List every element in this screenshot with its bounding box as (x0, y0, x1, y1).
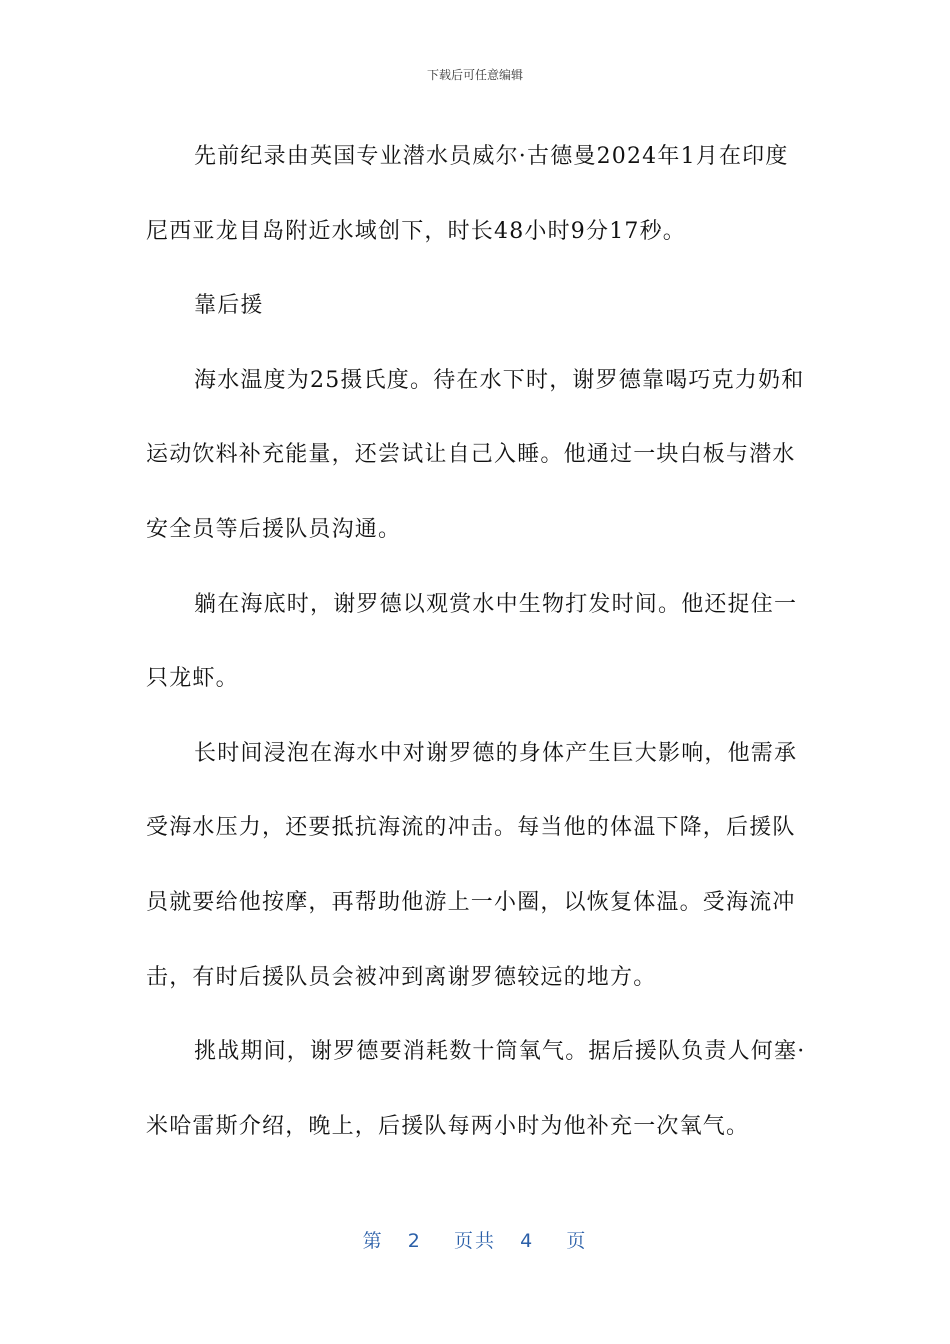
footer-suffix: 页 (566, 1230, 588, 1252)
page-header: 下载后可任意编辑 (426, 68, 523, 82)
paragraph: 躺在海底时，谢罗德以观赏水中生物打发时间。他还捉住一只龙虾。 (146, 591, 798, 692)
section-heading: 靠后援 (194, 293, 264, 319)
footer-page-number: 2 (407, 1230, 422, 1252)
page-footer (0, 1226, 950, 1253)
paragraph: 长时间浸泡在海水中对谢罗德的身体产生巨大影响，他需承受海水压力，还要抵抗海流的冲击。每当他的体温下降，后援队员就要给他按摩，再帮助他游上一小圈，以恢复体温。受海流冲击，有时后援队员会被冲到离谢罗德较远的地方。 (146, 740, 798, 990)
footer-middle: 页共 (453, 1230, 496, 1252)
document-body (146, 120, 806, 1164)
paragraph: 先前纪录由英国专业潜水员威尔·古德曼2024年1月在印度尼西亚龙目岛附近水域创下，时长48小时9分17秒。 (146, 144, 789, 244)
footer-total-pages: 4 (520, 1230, 535, 1252)
footer-prefix: 第 (362, 1230, 384, 1252)
paragraph: 挑战期间，谢罗德要消耗数十筒氧气。据后援队负责人何塞·米哈雷斯介绍，晚上，后援队每两小时为他补充一次氧气。 (146, 1039, 806, 1139)
paragraph: 海水温度为25摄氏度。待在水下时，谢罗德靠喝巧克力奶和运动饮料补充能量，还尝试让自己入睡。他通过一块白板与潜水安全员等后援队员沟通。 (146, 367, 805, 542)
